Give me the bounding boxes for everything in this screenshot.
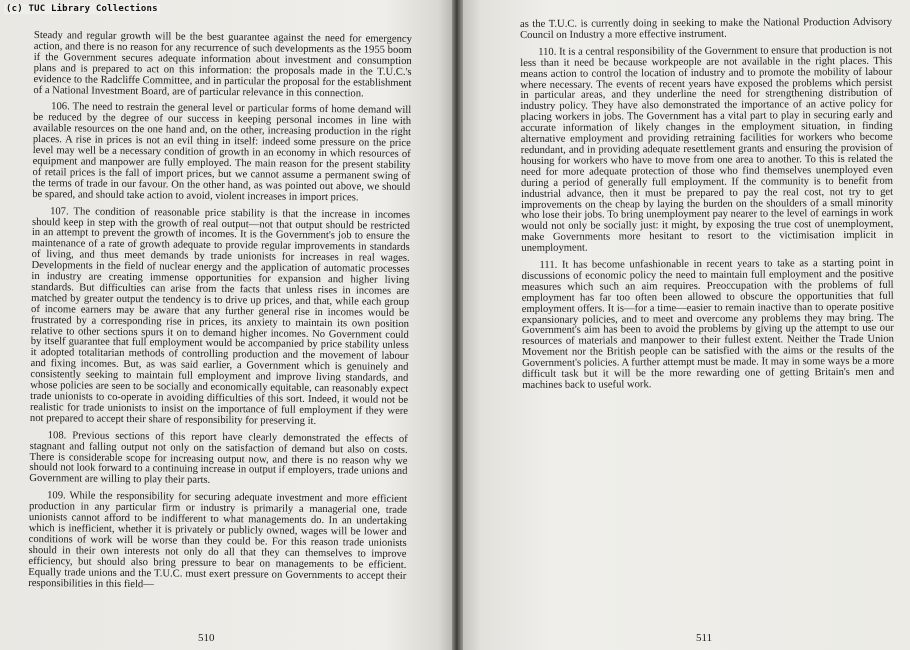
copyright-watermark: (c) TUC Library Collections bbox=[6, 4, 158, 14]
right-page-text bbox=[520, 18, 894, 398]
right-paragraph-continuation: as the T.U.C. is currently doing in seeking to make the National Production Advisory Council on Industry a more effective instrument. bbox=[519, 16, 893, 41]
paragraph-107: 107. The condition of reasonable price stability is that the increase in incomes should keep in step with the growth of real output—not that output should be restricted in an attempt to prevent the growth of incomes. It is the Government's job to ensure the maintenance of a rate of growth adequate to provide regular improvements in standards of living, and thus meet demands by trade unionists for increases in real wages. Developments in the field of nuclear energy and the application of automatic processes in industry are creating immense opportunities for expansion and higher living standards. But difficulties can arise from the facts that unless rises in incomes are matched by greater output the tendency is to drive up prices, and that, while each group of income earners may be aware that any further general rise in incomes would be frustrated by a corresponding rise in prices, its anxiety to maintain its own position relative to other sections spurs it on to demand higher incomes. No Government could by itself guarantee that full employment would be accompanied by price stability unless it adopted totalitarian methods of controlling production and the movement of labour and fixing incomes. But, as was said earlier, a Government which is genuinely and consistently seeking to maintain full employment and improve living standards, and whose policies are seen to be socially and economically equitable, can reasonably expect trade unionists to co-operate in avoiding difficulties of this sort. Indeed, it would not be realistic for trade unionists to insist on the importance of full employment if they were not prepared to accept their share of responsibility for preserving it. bbox=[29, 205, 411, 427]
left-page bbox=[0, 0, 452, 650]
right-page bbox=[463, 0, 910, 650]
paragraph-109: 109. While the responsibility for securing adequate investment and more efficient production in any particular firm or industry is primarily a managerial one, trade unionists cannot afford to be indifferent to what managements do. In an undertaking which is inefficient, whether it is privately or publicly owned, wages will be lower and conditions of work will be worse than they could be. For this reason trade unionists should in their own interests not only do all that they can themselves to improve efficiency, but should also bring pressure to bear on managements to be efficient. Equally trade unions and the T.U.C. must exert pressure on Governments to accept their responsibilities in this field— bbox=[28, 490, 408, 590]
left-paragraph-1: Steady and regular growth will be the best guarantee against the need for emergency action, and there is no reason for any recurrence of such developments as the 1955 boom if the Government secures adequate information about investment and consumption plans and is prepared to act on this information: the proposals made in the T.U.C.'s evidence to the Radcliffe Committee, and in particular the proposal for the establishment of a National Investment Board, are of particular relevance in this connection. bbox=[33, 30, 412, 99]
book-gutter bbox=[452, 0, 463, 650]
right-page-number: 511 bbox=[696, 632, 713, 644]
left-page-number: 510 bbox=[198, 632, 215, 644]
paragraph-110: 110. It is a central responsibility of the Government to ensure that production is not less than it need be because workpeople are not available in the right places. This means action to control the location of industry and to promote the mobility of labour where necessary. The events of recent years have exposed the problems which persist in particular areas, and they underline the need for strengthening distribution of industry policy. They have also demonstrated the importance of an active policy for placing workers in jobs. The Government has a vital part to play in securing early and accurate information of likely changes in the employment situation, in finding alternative employment and providing retraining facilities for workers who become redundant, and in providing adequate resettlement grants and ensuring the provision of housing for workers who have to move from one area to another. To this is related the need for more adequate protection of those who find themselves unemployed even during a period of generally full employment. If the community is to benefit from industrial advance, then it must be prepared to pay the real cost, not try to get improvements on the cheap by laying the burden on the shoulders of a small minority who lose their jobs. To bring unemployment pay nearer to the level of earnings in work would not only be socially just: it might, by exposing the true cost of unemployment, make Governments more hesitant to resort to the victimisation implicit in unemployment. bbox=[520, 44, 894, 255]
paragraph-108: 108. Previous sections of this report have clearly demonstrated the effects of stagnant and falling output not only on the satisfaction of demand but also on costs. There is considerable scope for increasing output now, and there is no reason why we should not look forward to a continuing increase in output if employers, trade unions and Government are willing to play their parts. bbox=[29, 429, 408, 487]
paragraph-111: 111. It has become unfashionable in recent years to take as a starting point in discussions of economic policy the need to maintain full employment and the positive measures which such an aim requires. Preoccupation with the problems of full employment has far too often been allowed to obscure the opportunities that full employment offers. It is—for a time—easier to remain inactive than to operate positive expansionary policies, and to meet and overcome any problems they may bring. The Government's aim has been to avoid the problems by giving up the attempt to use our resources of materials and manpower to their fullest extent. Neither the Trade Union Movement nor the British people can be satisfied with the aims or the results of the Government's policies. A further attempt must be made. It may in some ways be a more difficult task but it will be the more rewarding one of getting Britain's men and machines back to useful work. bbox=[521, 257, 895, 391]
left-page-text bbox=[28, 31, 412, 599]
paragraph-106: 106. The need to restrain the general level or particular forms of home demand will be reduced by the degree of our success in keeping personal incomes in line with available resources on the one hand and, on the other, increasing production in the right places. A rise in prices is not an evil thing in itself: indeed some pressure on the price level may well be a necessary condition of growth in an economy in which resources of equipment and manpower are fully employed. The main reason for the present stability of retail prices is the fall of import prices, but we cannot assume a permanent swing of the terms of trade in our favour. On the other hand, as was pointed out above, we should be spared, and should take action to avoid, violent increases in import prices. bbox=[32, 101, 412, 204]
